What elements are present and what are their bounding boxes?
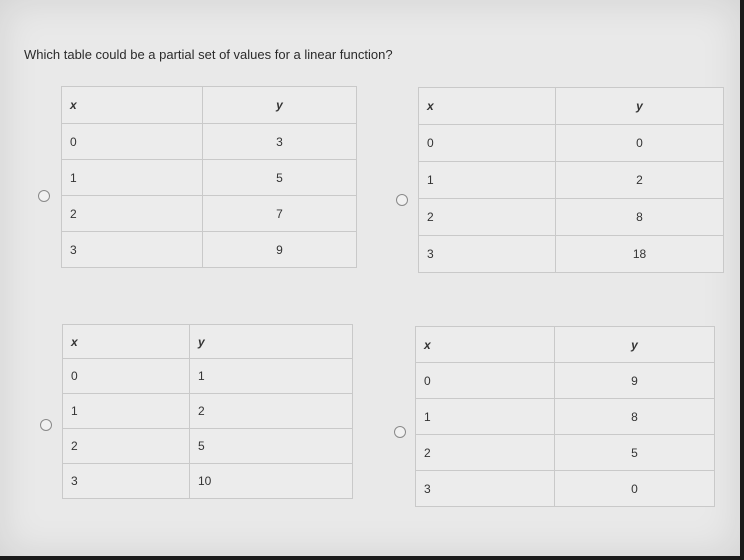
table-row [62,232,357,268]
option-b-table [418,87,724,273]
cell-x: 2 [62,196,203,232]
cell-x: 3 [63,464,190,499]
column-header-y: y [555,327,715,363]
cell-y: 10 [190,464,353,499]
cell-y: 8 [556,199,724,236]
table-row [416,471,715,507]
cell-y: 1 [190,359,353,394]
cell-x: 2 [63,429,190,464]
cell-x: 0 [416,363,555,399]
table-row [63,464,353,499]
column-header-x: x [63,325,190,359]
column-header-y: y [556,88,724,125]
table-row [419,162,724,199]
column-header-y: y [190,325,353,359]
cell-y: 9 [555,363,715,399]
cell-x: 1 [419,162,556,199]
cell-x: 3 [419,236,556,273]
cell-y: 0 [556,125,724,162]
cell-y: 5 [203,160,357,196]
cell-x: 0 [63,359,190,394]
cell-y: 5 [190,429,353,464]
column-header-x: x [419,88,556,125]
table-row [419,125,724,162]
cell-y: 0 [555,471,715,507]
cell-x: 1 [63,394,190,429]
table-row [416,363,715,399]
cell-x: 1 [416,399,555,435]
column-header-x: x [416,327,555,363]
cell-x: 2 [419,199,556,236]
option-d-table [415,326,715,507]
table-row [416,399,715,435]
option-d-radio[interactable] [394,426,406,438]
option-b-radio[interactable] [396,194,408,206]
cell-y: 3 [203,124,357,160]
cell-y: 9 [203,232,357,268]
cell-x: 2 [416,435,555,471]
table-row [63,429,353,464]
option-a-table [61,86,357,268]
table-row [63,394,353,429]
cell-x: 3 [62,232,203,268]
cell-y: 8 [555,399,715,435]
table-row [62,160,357,196]
cell-x: 3 [416,471,555,507]
question-text: Which table could be a partial set of values for a linear function? [24,47,393,62]
option-a-radio[interactable] [38,190,50,202]
table-row [62,196,357,232]
table-row [419,236,724,273]
table-row [62,124,357,160]
option-c-table [62,324,353,499]
cell-y: 2 [190,394,353,429]
cell-x: 1 [62,160,203,196]
table-row [419,199,724,236]
table-row [416,435,715,471]
cell-y: 18 [556,236,724,273]
column-header-x: x [62,87,203,124]
cell-x: 0 [62,124,203,160]
cell-y: 2 [556,162,724,199]
table-row [63,359,353,394]
cell-x: 0 [419,125,556,162]
option-c-radio[interactable] [40,419,52,431]
cell-y: 5 [555,435,715,471]
cell-y: 7 [203,196,357,232]
column-header-y: y [203,87,357,124]
